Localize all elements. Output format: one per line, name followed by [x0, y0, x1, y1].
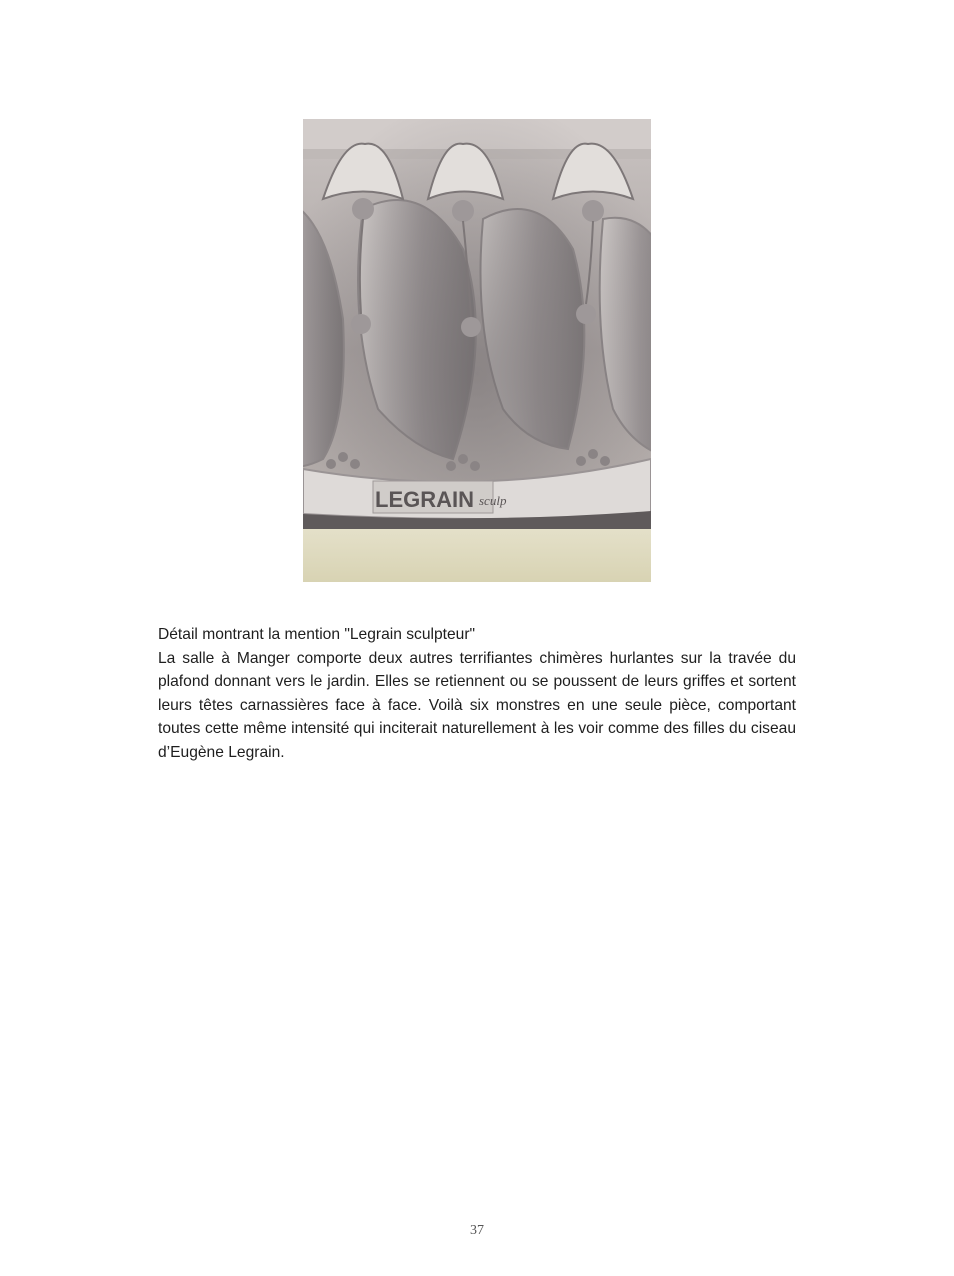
photo-caption: Détail montrant la mention "Legrain sculpteur": [158, 626, 476, 643]
inscription-suffix: sculp: [479, 493, 507, 508]
inscription-text: LEGRAIN: [375, 487, 474, 512]
sculpture-photo-drawing: [303, 119, 651, 582]
body-paragraph: La salle à Manger comporte deux autres terrifiantes chimères hurlantes sur la travée du plafond donnant vers le jardin. Elles se retiennent ou se poussent de leurs griffes et sortent leurs têtes carnassières face à face. Voilà six monstres en une seule pièce, comportant toutes cette même intensité qui inciterait naturellement à les voir comme des filles du ciseau d’Eugène Legrain.: [158, 649, 796, 761]
text-block: [158, 623, 796, 765]
sculpture-photo: [303, 119, 651, 582]
page-number: 37: [470, 1223, 484, 1238]
